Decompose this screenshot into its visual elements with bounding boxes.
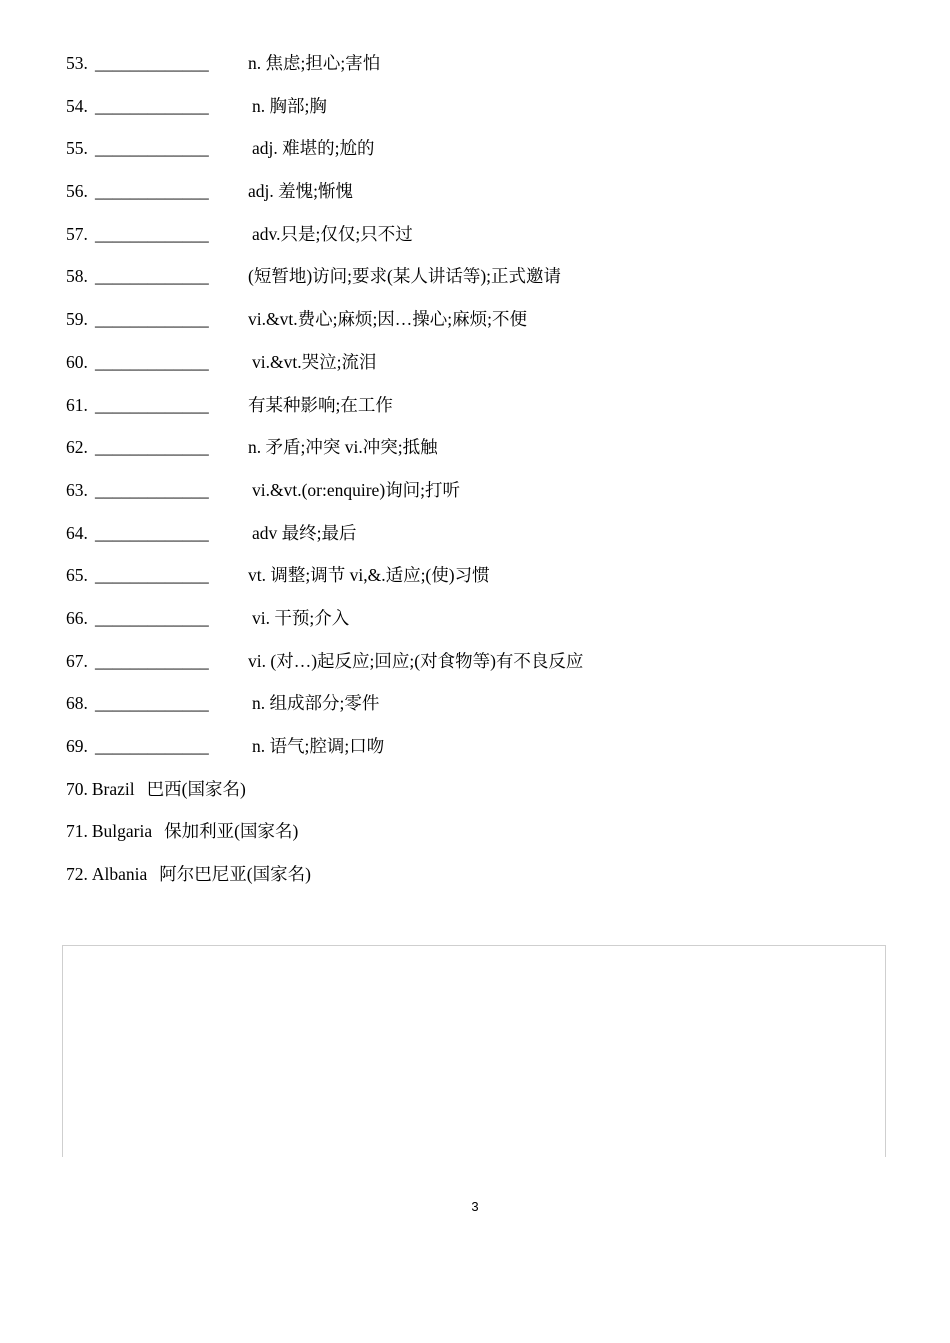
item-definition: adj. 难堪的;尬的 [252,138,375,159]
country-item [66,776,886,819]
vocab-item [66,135,886,178]
item-number: 56. [66,181,88,202]
vocab-item [66,605,886,648]
item-definition: n. 组成部分;零件 [252,693,380,714]
vocab-item [66,178,886,221]
item-number: 62. [66,437,88,458]
country-definition: 巴西(国家名) [146,778,246,799]
answer-blank: _____________ [95,138,209,159]
vocab-item [66,93,886,136]
item-number: 68. [66,693,88,714]
vocab-item [66,392,886,435]
item-number: 72. [66,864,88,885]
item-definition: adv 最终;最后 [252,522,357,543]
vocab-item [66,263,886,306]
item-number: 66. [66,607,88,628]
item-definition: vi. 干预;介入 [252,607,350,628]
item-number: 65. [66,565,88,586]
item-number: 57. [66,223,88,244]
answer-blank: _____________ [95,351,209,372]
item-number: 60. [66,351,88,372]
answer-blank: _____________ [95,309,209,330]
answer-blank: _____________ [95,650,209,671]
country-definition: 保加利亚(国家名) [164,821,299,842]
item-definition: vi.&vt.哭泣;流泪 [252,351,377,372]
item-definition: (短暂地)访问;要求(某人讲话等);正式邀请 [248,266,562,287]
item-number: 59. [66,309,88,330]
item-number: 53. [66,53,88,73]
answer-blank: _____________ [95,394,209,415]
country-word: Albania [91,864,148,885]
answer-blank: _____________ [95,53,209,73]
vocab-item [66,690,886,733]
item-definition: n. 焦虑;担心;害怕 [248,53,381,73]
item-number: 55. [66,138,88,159]
answer-blank: _____________ [95,479,209,500]
vocab-item [66,349,886,392]
answer-blank: _____________ [95,95,209,116]
item-definition: 有某种影响;在工作 [248,394,393,415]
vocab-item [66,434,886,477]
country-word: Bulgaria [91,821,153,842]
item-definition: vt. 调整;调节 vi,&.适应;(使)习惯 [248,565,490,586]
item-number: 54. [66,95,88,116]
country-word: Brazil [91,778,135,799]
item-number: 71. [66,821,88,842]
answer-blank: _____________ [95,736,209,756]
vocab-item [66,648,886,691]
item-number: 63. [66,479,88,500]
item-number: 69. [66,736,88,756]
item-number: 58. [66,266,88,287]
vocab-item [66,562,886,605]
item-number: 70. [66,778,88,799]
item-number: 67. [66,650,88,671]
vocab-item [66,50,886,93]
item-definition: n. 胸部;胸 [252,95,327,116]
answer-blank: _____________ [95,565,209,586]
item-definition: n. 语气;腔调;口吻 [252,736,385,756]
item-number: 61. [66,394,88,415]
answer-blank: _____________ [95,181,209,202]
answer-blank: _____________ [95,522,209,543]
vocab-item [66,306,886,349]
page-number: 3 [471,1199,479,1214]
country-item [66,861,886,904]
answer-blank: _____________ [95,223,209,244]
answer-blank: _____________ [95,437,209,458]
item-definition: vi. (对…)起反应;回应;(对食物等)有不良反应 [248,650,584,671]
item-definition: n. 矛盾;冲突 vi.冲突;抵触 [248,437,438,458]
vocab-item [66,520,886,563]
item-definition: vi.&vt.费心;麻烦;因…操心;麻烦;不便 [248,309,528,330]
answer-blank: _____________ [95,266,209,287]
item-definition: vi.&vt.(or:enquire)询问;打听 [252,479,461,500]
item-definition: adv.只是;仅仅;只不过 [252,223,413,244]
country-definition: 阿尔巴尼亚(国家名) [159,864,311,885]
item-number: 64. [66,522,88,543]
item-definition: adj. 羞愧;惭愧 [248,181,353,202]
empty-bordered-box [62,945,886,1157]
vocabulary-list [66,50,886,904]
answer-blank: _____________ [95,607,209,628]
country-item [66,818,886,861]
vocab-item [66,733,886,776]
vocab-item [66,477,886,520]
answer-blank: _____________ [95,693,209,714]
vocab-item [66,221,886,264]
